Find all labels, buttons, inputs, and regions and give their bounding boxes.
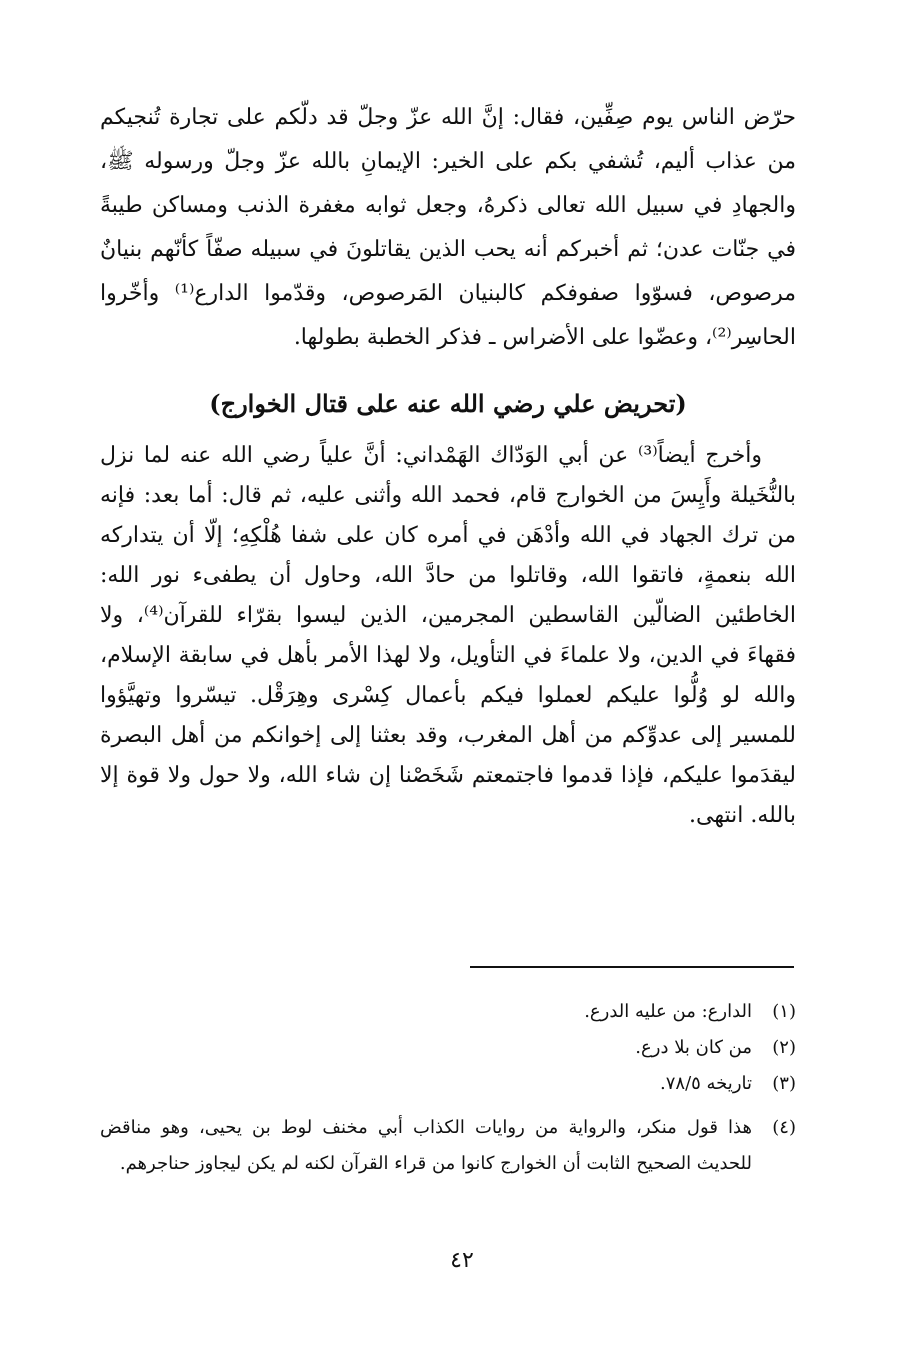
footnote-text: تاريخه ٧٨/٥.	[660, 1073, 752, 1094]
opening-paragraph: حرّض الناس يوم صِفِّين، فقال: إنَّ الله عزّ وجلّ قد دلّكم على تجارة تُنجيكم من عذاب أليم، تُشفي بكم على الخير: الإيمانِ بالله عزّ وجلّ ورسوله ﷺ، والجهادِ في سبيل الله تعالى ذكرهُ، وجعل ثوابه مغفرة الذنب ومساكن طيبةً في جنّات عدن؛ ثم أخبركم أنه يحب الذين يقاتلونَ في سبيله صفّاً كأنّهم بنيانٌ مرصوص، فسوّوا صفوفكم كالبنيان المَرصوص، وقدّموا الدارع⁽¹⁾ وأخّروا الحاسِر⁽²⁾، وعضّوا على الأضراس ـ فذكر الخطبة بطولها.	[100, 105, 796, 350]
footnote-number: (٤)	[772, 1117, 796, 1138]
footnote-number: (٢)	[772, 1037, 796, 1058]
section-heading: (تحريض علي رضي الله عنه على قتال الخوارج)	[209, 389, 687, 418]
footnote-number: (١)	[772, 1001, 796, 1022]
second-paragraph: وأخرج أيضاً⁽³⁾ عن أبي الوَدّاك الهَمْداني: أنَّ علياً رضي الله عنه لما نزل بالنُّخَيلة وأَيِسَ من الخوارج قام، فحمد الله وأثنى عليه، ثم قال: أما بعد: فإنه من ترك الجهاد في الله وأدْهَن في أمره كان على شفا هُلْكِهِ؛ إلّا أن يتداركه الله بنعمةٍ، فاتقوا الله، وقاتلوا من حادَّ الله، وحاول أن يطفىء نور الله: الخاطئين الضالّين القاسطين المجرمين، الذين ليسوا بقرّاء للقرآن⁽⁴⁾، ولا فقهاءَ في الدين، ولا علماءَ في التأويل، ولا لهذا الأمر بأهل في سابقة الإسلام، والله لو وُلُّوا عليكم لعملوا فيكم بأعمال كِسْرى وهِرَقْل. تيسّروا وتهيَّؤوا للمسير إلى عدوِّكم من أهل المغرب، وقد بعثنا إلى إخوانكم من أهل البصرة ليقدَموا عليكم، فإذا قدموا فاجتمعتم شَخَصْنا إن شاء الله، ولا حول ولا قوة إلا بالله. انتهى.	[100, 443, 796, 828]
footnote-text: الدارع: من عليه الدرع.	[584, 1001, 752, 1022]
page-number: ٤٢	[450, 1248, 474, 1273]
footnote-2	[100, 1030, 796, 1066]
footnote-3	[100, 1066, 796, 1102]
page-body	[100, 96, 796, 836]
footnote-4	[100, 1110, 796, 1182]
footnotes	[100, 994, 796, 1182]
footnote-number: (٣)	[772, 1073, 796, 1094]
footnote-1	[100, 994, 796, 1030]
footnote-text: هذا قول منكر، والرواية من روايات الكذاب أبي مخنف لوط بن يحيى، وهو مناقض للحديث الصحيح الثابت أن الخوارج كانوا من قراء القرآن لكنه لم يكن ليجاوز حناجرهم.	[100, 1117, 753, 1174]
footnote-divider	[470, 966, 794, 968]
footnote-text: من كان بلا درع.	[635, 1037, 752, 1058]
